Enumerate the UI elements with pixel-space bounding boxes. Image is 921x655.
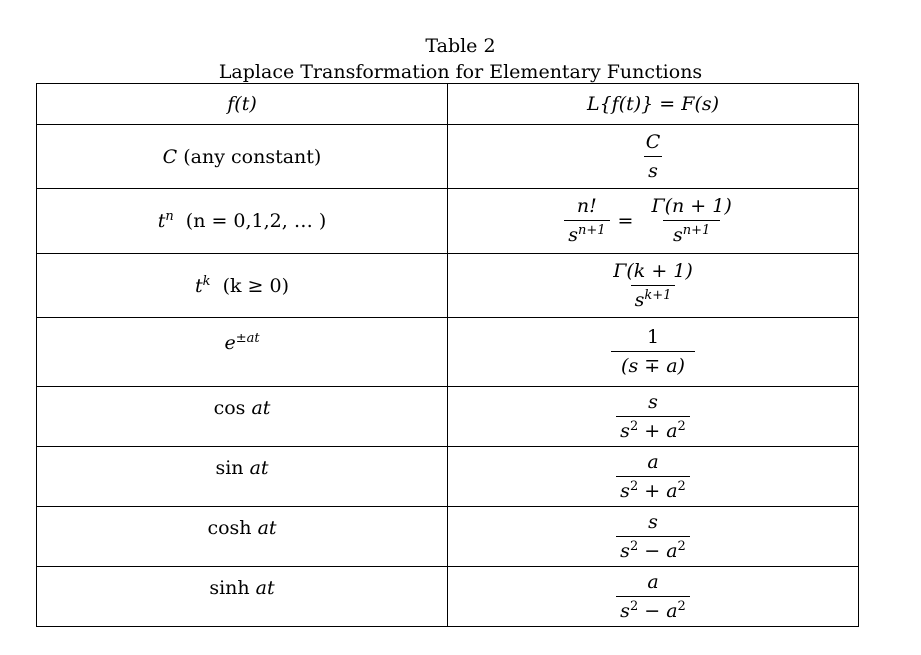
function-cell: sin at (37, 447, 448, 507)
laplace-table (36, 83, 859, 627)
transform-cell (448, 318, 859, 387)
equals-sign: = (617, 210, 634, 232)
fraction: $\frac{s}{s^2 - a^2}$ (616, 511, 690, 563)
fraction: $\frac{C}{s}$ (645, 130, 661, 182)
table-row (37, 387, 859, 447)
table-row (37, 447, 859, 507)
table-row (37, 567, 859, 627)
fraction: $\frac{\Gamma(n + 1)}{s^{n+1}}$ (651, 195, 732, 246)
transform-cell (448, 189, 859, 254)
header-function: f(t) (37, 84, 448, 125)
function-cell: $e^{\pm at}$ (37, 318, 448, 387)
function-cell: sinh at (37, 567, 448, 627)
function-cell: $t^n$ (n = 0,1,2, … ) (37, 189, 448, 254)
function-cell: C (any constant) (37, 125, 448, 189)
function-cell: $t^k$ (k ≥ 0) (37, 254, 448, 318)
fraction: $\frac{\Gamma(k + 1)}{s^{k+1}}$ (613, 259, 693, 311)
transform-cell (448, 254, 859, 318)
fraction: $\frac{n!}{s^{n+1}}$ (564, 195, 609, 247)
transform-cell (448, 567, 859, 627)
table-row (37, 125, 859, 189)
table-row (37, 318, 859, 387)
table-row (37, 189, 859, 254)
transform-cell (448, 125, 859, 189)
function-cell: cosh at (37, 507, 448, 567)
header-transform: L{f(t)} = F(s) (448, 84, 859, 125)
transform-cell (448, 507, 859, 567)
fraction: $\frac{a}{s^2 + a^2}$ (616, 451, 690, 503)
fraction: $\frac{a}{s^2 - a^2}$ (616, 571, 690, 623)
table-header-row (37, 84, 859, 125)
fraction: $\frac{s}{s^2 + a^2}$ (616, 391, 690, 443)
table-caption-subtitle: Laplace Transformation for Elementary Functions (218, 61, 703, 83)
function-cell: cos at (37, 387, 448, 447)
transform-cell (448, 387, 859, 447)
table-caption-title: Table 2 (425, 35, 496, 57)
table-row (37, 507, 859, 567)
table-row (37, 254, 859, 318)
fraction: $\frac{1}{(s \mp a)}$ (611, 326, 695, 378)
transform-cell (448, 447, 859, 507)
